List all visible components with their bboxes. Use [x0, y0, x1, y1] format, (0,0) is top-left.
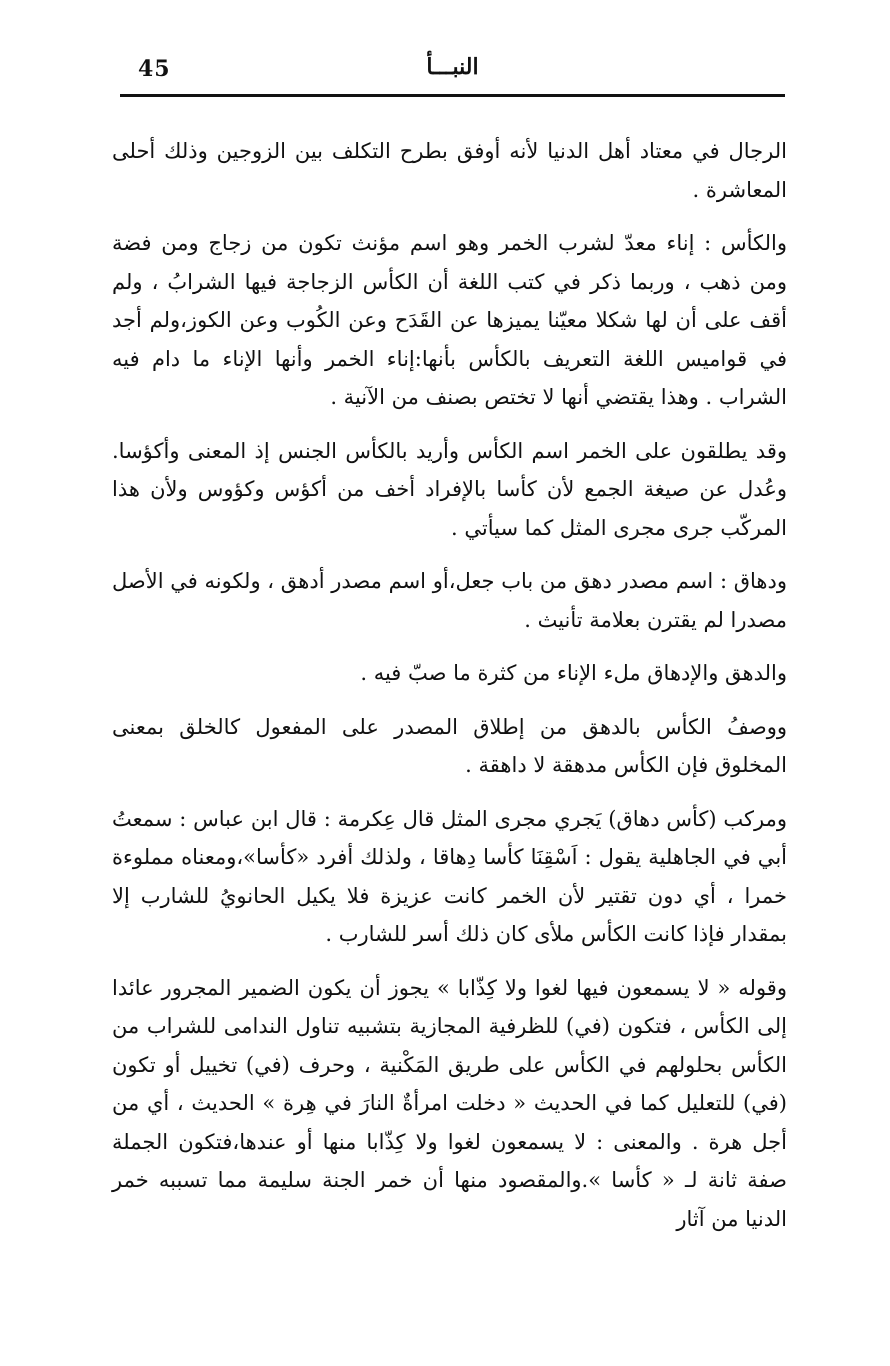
- paragraph: ووصفُ الكأس بالدهق من إطلاق المصدر على المفعول كالخلق بمعنى المخلوق فإن الكأس مدهقة لا داهقة .: [112, 714, 787, 777]
- paragraph: الرجال في معتاد أهل الدنيا لأنه أوفق بطرح التكلف بين الزوجين وذلك أحلى المعاشرة .: [112, 139, 787, 202]
- running-title: النبـــأ: [426, 54, 479, 80]
- paragraph: وقوله « لا يسمعون فيها لغوا ولا كِذّابا » يجوز أن يكون الضمير المجرور عائدا إلى الكأس ، فتكون (في) للظرفية المجازية بتشبيه تناول الندامى للشراب من الكأس بحلولهم في الكأس على طريق المَكْنية ، وحرف (في) تخييل أو تكون (في) للتعليل كما في الحديث « دخلت امرأةٌ النارَ في هِرة » الحديث ، أي من أجل هرة . والمعنى : لا يسمعون لغوا ولا كِذّابا منها أو عندها،فتكون الجملة صفة ثانة لـ « كأسا ».والمقصود منها أن خمر الجنة سليمة مما تسببه خمر الدنيا من آثار: [112, 975, 787, 1231]
- paragraph: والكأس : إناء معدّ لشرب الخمر وهو اسم مؤنث تكون من زجاج ومن فضة ومن ذهب ، وربما ذكر في كتب اللغة أن الكأس الزجاجة فيها الشرابُ ، ولم أقف على أن لها شكلا معيّنا يميزها عن القَدَح وعن الكُوب وعن الكوز،ولم أجد في قواميس اللغة التعريف بالكأس بأنها:إناء الخمر وأنها الإناء ما دام فيه الشراب . وهذا يقتضي أنها لا تختص بصنف من الآنية .: [112, 231, 787, 409]
- header-rule: [120, 94, 785, 97]
- page-number: 45: [138, 56, 171, 82]
- paragraph: ودهاق : اسم مصدر دهق من باب جعل،أو اسم مصدر أدهق ، ولكونه في الأصل مصدرا لم يقترن بعلامة تأنيث .: [112, 569, 787, 632]
- paragraph: والدهق والإدهاق ملء الإناء من كثرة ما صبّ فيه .: [360, 661, 787, 685]
- body-text: [112, 132, 787, 1238]
- paragraph: وقد يطلقون على الخمر اسم الكأس وأريد بالكأس الجنس إذ المعنى وأكؤسا. وعُدل عن صيغة الجمع لأن كأسا بالإفراد أخف من أكؤس وكؤوس ولأن هذا المركّب جرى مجرى المثل كما سيأتي .: [112, 438, 787, 540]
- paragraph: ومركب (كأس دهاق) يَجري مجرى المثل قال عِكرمة : قال ابن عباس : سمعتُ أبي في الجاهلية يقول : اَسْقِنَا كأسا دِهاقا ، ولذلك أفرد «كأسا»،ومعناه مملوءة خمرا ، أي دون تقتير لأن الخمر كانت عزيزة فلا يكيل الحانويُ للشارب إلا بمقدار فإذا كانت الكأس ملأى كان ذلك أسر للشارب .: [112, 806, 787, 946]
- page-header: [120, 52, 785, 100]
